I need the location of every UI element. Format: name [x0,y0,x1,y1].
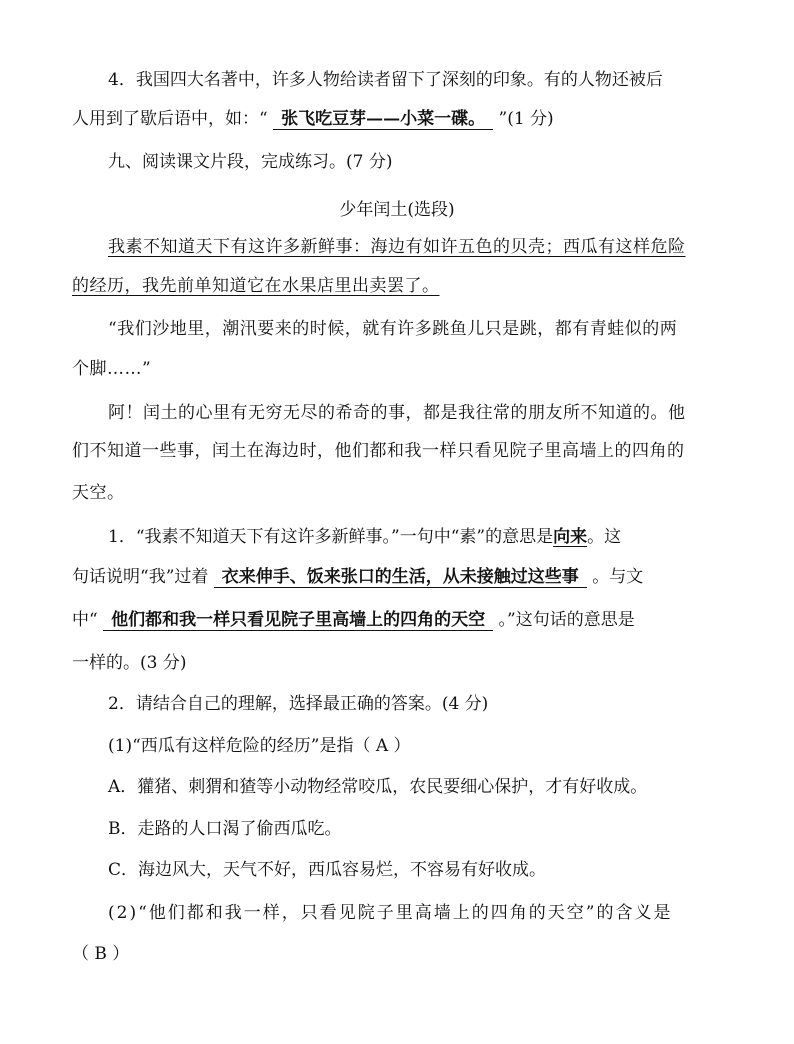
passage-p3-line1: 阿！闰土的心里有无穷无尽的希奇的事，都是我往常的朋友所不知道的。他 [108,403,686,423]
passage-p1-line1 [108,236,686,258]
q1-line1-end: 。这 [587,527,622,547]
section9-heading: 九、阅读课文片段，完成练习。(7 分) [108,152,393,172]
passage-p1-line2 [72,275,440,297]
q2-heading: 2．请结合自己的理解，选择最正确的答案。(4 分) [108,694,489,714]
q1-line2-text: 句话说明“我”过着 [72,567,209,587]
underlined-sentence-cont: 的经历，我先前单知道它在水果店里出卖罢了。 [72,276,440,296]
q4-line2 [72,108,554,130]
passage-p3-line2: 们不知道一些事，闰土在海边时，他们都和我一样只看见院子里高墙上的四角的 [72,441,685,461]
passage-title: 少年闰土(选段) [339,200,455,220]
q2-option-a: A．獾猪、刺猬和猹等小动物经常咬瓜，农民要细心保护，才有好收成。 [108,777,648,797]
q1-answer-su: 向来 [553,527,588,547]
underlined-sentence: 我素不知道天下有这许多新鲜事：海边有如许五色的贝壳；西瓜有这样危险 [108,237,686,257]
q2-option-b: B．走路的人口渴了偷西瓜吃。 [108,819,342,839]
q1-answer-quote: 他们都和我一样只看见院子里高墙上的四角的天空 [103,610,493,631]
passage-p3-line3: 天空。 [72,483,125,503]
q4-answer-blank: 张飞吃豆芽——小菜一碟。 [273,109,493,130]
q1-line3-text: 中“ [72,610,98,630]
q2-sub1: (1)“西瓜有这样危险的经历”是指（ A ） [108,736,411,756]
q1-line2 [72,566,643,588]
q2-option-c: C．海边风大，天气不好，西瓜容易烂，不容易有好收成。 [108,860,547,880]
q4-line2-text: 人用到了歇后语中，如：“ [72,109,268,129]
q1-line1 [108,526,621,548]
q1-line3 [72,609,635,631]
q1-answer-life: 衣来伸手、饭来张口的生活，从未接触过这些事 [214,567,587,588]
q1-line2-end: 。与文 [592,567,644,587]
q1-line4: 一样的。(3 分) [72,653,187,673]
q1-line1-text: 1．“我素不知道天下有这许多新鲜事。”一句中“素”的意思是 [108,527,554,547]
q2-sub2-line2: （ B ） [72,944,130,964]
passage-p2-line1: “我们沙地里，潮汛要来的时候，就有许多跳鱼儿只是跳，都有青蛙似的两 [108,319,678,339]
q4-score: ”(1 分) [498,109,554,129]
q4-line1: 4．我国四大名著中，许多人物给读者留下了深刻的印象。有的人物还被后 [108,70,663,90]
q1-line3-end: 。”这句话的意思是 [498,610,635,630]
q2-sub2-line1: (2)“他们都和我一样，只看见院子里高墙上的四角的天空”的含义是 [108,903,673,923]
passage-p2-line2: 个脚……” [72,359,152,379]
